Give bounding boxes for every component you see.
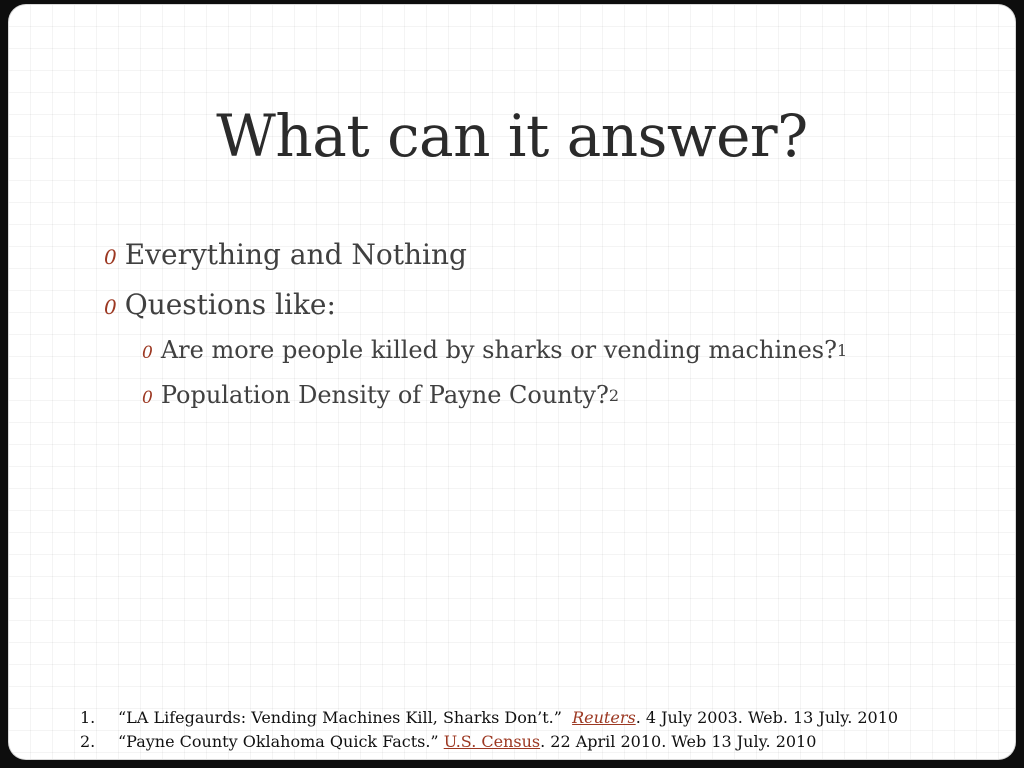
bullet-text: Are more people killed by sharks or vending machines? bbox=[160, 336, 837, 364]
reference-text: “LA Lifegaurds: Vending Machines Kill, Sharks Don’t.” bbox=[118, 708, 573, 727]
bullet-marker: 0 bbox=[104, 295, 117, 319]
bullet-marker: 0 bbox=[142, 343, 153, 363]
slide-title: What can it answer? bbox=[216, 102, 808, 170]
bullet-item bbox=[104, 288, 336, 321]
bullet-text: Population Density of Payne County? bbox=[160, 381, 609, 409]
bullet-marker: 0 bbox=[104, 245, 117, 269]
reference-text: “Payne County Oklahoma Quick Facts.” bbox=[118, 732, 444, 751]
census-link[interactable]: U.S. Census bbox=[443, 732, 541, 751]
slide bbox=[8, 4, 1016, 760]
bullet-text: Questions like: bbox=[124, 288, 336, 321]
reference-number: 1. bbox=[80, 708, 96, 727]
reference-number: 2. bbox=[80, 732, 96, 751]
reuters-link[interactable]: Reuters bbox=[572, 708, 636, 727]
reference-item bbox=[80, 706, 898, 730]
references bbox=[80, 706, 898, 754]
bullet-marker: 0 bbox=[142, 388, 153, 408]
sub-bullet-item: 0 Population Density of Payne County? $^2$ bbox=[142, 381, 620, 409]
reference-text: . 4 July 2003. Web. 13 July. 2010 bbox=[635, 708, 899, 727]
bullet-item bbox=[104, 238, 467, 271]
sub-bullet-item: 0 Are more people killed by sharks or vending machines? $^1$ bbox=[142, 336, 848, 364]
reference-item bbox=[80, 730, 898, 754]
reference-text: . 22 April 2010. Web 13 July. 2010 bbox=[540, 732, 817, 751]
bullet-text: Everything and Nothing bbox=[124, 238, 467, 271]
